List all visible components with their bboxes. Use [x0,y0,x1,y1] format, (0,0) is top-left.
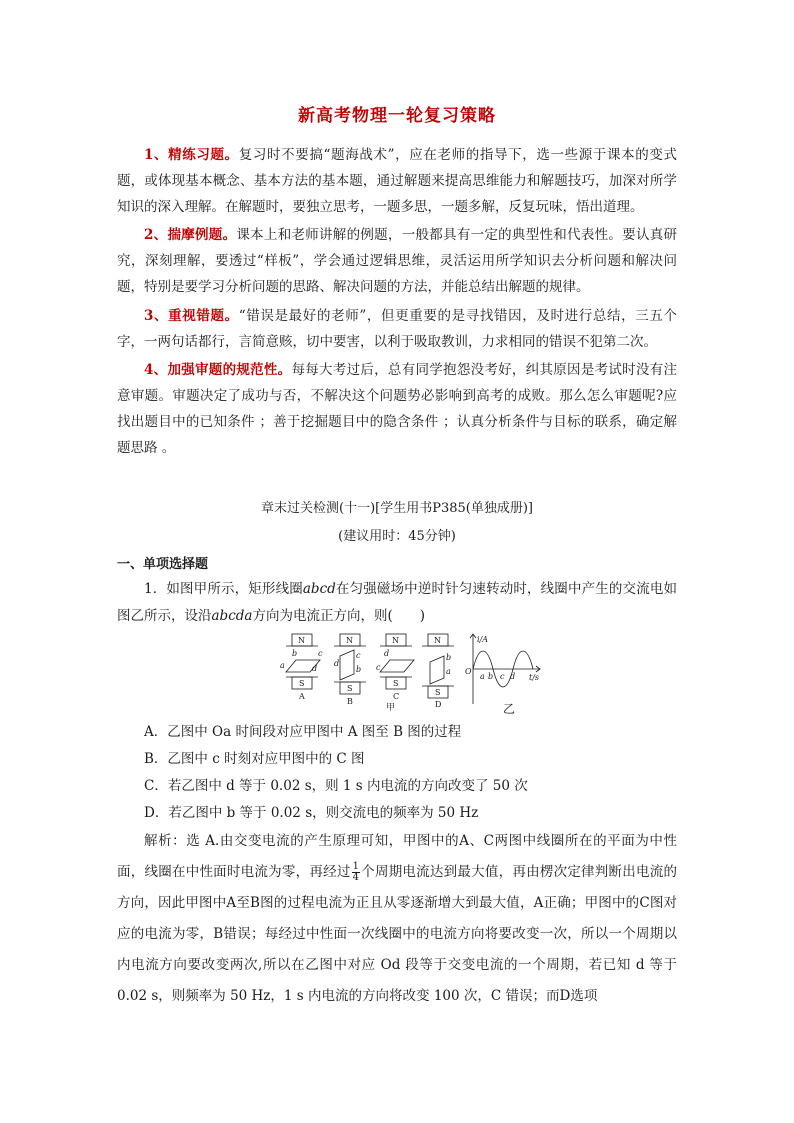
corner-label-a: a [280,661,285,670]
south-label-c: S [393,679,399,688]
corner-label-c: c [356,651,361,660]
corner-label-c: c [318,649,323,658]
corner-label-d: d [384,649,390,658]
option-b: B．乙图中 c 时刻对应甲图中的 C 图 [144,751,365,767]
t-axis-label: t/s [529,673,540,682]
question-text-1: 1．如图甲所示，矩形线圈 [144,581,303,597]
south-label-d: S [435,688,441,697]
corner-label-b: b [356,665,362,674]
north-label-c: N [392,636,399,645]
time-label-c: c [500,672,505,681]
strategy-paragraph-2 [117,222,677,300]
section-heading: 一、单项选择题 [117,557,209,572]
panel-label-d: D [435,700,442,709]
figure-label-jia: 甲 [386,703,396,712]
figure-panel-b [334,634,366,706]
coil-d [430,656,444,684]
strategy-heading: 1、精练习题。 [144,147,239,163]
time-label-a: a [480,672,485,681]
south-label-a: S [299,679,305,688]
question-var-abcda: abcda [211,608,253,624]
south-label-b: S [347,684,353,693]
strategy-heading: 2、揣摩例题。 [144,227,237,243]
corner-label-d: d [334,659,340,668]
coil-b [340,650,354,680]
strategy-paragraph-1 [117,142,677,220]
panel-label-b: B [347,697,353,706]
origin-label: O [465,667,472,676]
corner-label-b: b [446,653,452,662]
figure-graph-yi [465,634,540,704]
strategy-heading: 3、重视错题。 [144,308,239,324]
figure-panel-a [280,634,323,701]
corner-label-b: b [292,649,298,658]
question-stem [117,576,677,630]
analysis-paragraph [117,826,677,1012]
figure-panel-d [422,634,454,709]
strategy-text: “错误是最好的老师”，但更重要的是寻找错因，及时进行总结，三五个字，一两句话都行，言简意赅，切中要害，以利于吸取教训，力求相同的错误不犯第二次。 [117,308,677,350]
corner-label-c: c [376,663,381,672]
coil-c [380,660,414,672]
time-label-b: b [488,672,494,681]
north-label-a: N [298,636,305,645]
question-text-3: 方向为电流正方向，则( ) [252,608,425,624]
figure-label-yi: 乙 [503,702,516,716]
option-a: A．乙图中 Oa 时间段对应甲图中 A 图至 B 图的过程 [144,724,462,740]
analysis-text-2: 个周期电流达到最大值，再由楞次定律判断出电流的方向，因此甲图中A至B图的过程电流为正且从零逐渐增大到最大值，A正确；甲图中的C图对应的电流为零，B错误；每经过中性面一次线圈中的电流方向将要改变一次，所以一个周期以内电流方向要改变两次,所以在乙图中对应 Od 段等于交变电流的一个周期，若已知 d 等于 0.02 s，则频率为 50 Hz，1 s 内电流的方向将改变 100 次，C 错误；而D选项 [117,864,678,1004]
strategy-text: 每每大考过后，总有同学抱怨没考好，纠其原因是考试时没有注意审题。审题决定了成功与否，不解决这个问题势必影响到高考的成败。那么怎么审题呢?应找出题目中的已知条件 ；善于挖掘题目中的隐含条件 ；认真分析条件与目标的联系，确定解题思路 。 [117,362,677,456]
north-label-b: N [346,636,353,645]
strategy-paragraph-4 [117,357,677,461]
analysis-text-1: 解析：选 A.由交变电流的产生原理可知，甲图中的A、C两图中线圈所在的平面为中性面，线圈在中性面时电流为零，再经过 [117,833,677,880]
question-var-abcd: abcd [302,581,336,597]
strategy-heading: 4、加强审题的规范性。 [144,362,292,378]
option-d: D．若乙图中 b 等于 0.02 s，则交流电的频率为 50 Hz [144,805,479,821]
page-title: 新高考物理一轮复习策略 [298,106,496,126]
time-label-d: d [510,672,516,681]
chapter-heading: 章末过关检测(十一)[学生用书P385(单独成册)] [261,501,533,516]
strategy-text: 复习时不要搞“题海战术”，应在老师的指导下，选一些源于课本的变式题，或体现基本概念、基本方法的基本题，通过解题来提高思维能力和解题技巧，加深对所学知识的深入理解。在解题时，要独立思考，一题多思，一题多解，反复玩味，悟出道理。 [117,147,677,215]
strategy-paragraph-3 [117,303,677,355]
figure-panel-c [376,634,414,701]
fraction-denominator: 4 [352,872,359,883]
fraction-numerator: 1 [352,861,359,872]
strategy-text: 课本上和老师讲解的例题，一般都具有一定的典型性和代表性。要认真研究，深刻理解，要透过“样板”，学会通过逻辑思维，灵活运用所学知识去分析问题和解决问题，特别是要学习分析问题的思路、解决问题的方法，并能总结出解题的规律。 [117,227,678,295]
question-text-2: 在匀强磁场中逆时针匀速转动时，线圈中产生的交流电如图乙所示，设沿 [117,581,677,624]
corner-label-a: a [446,667,451,676]
panel-label-c: C [393,692,400,701]
panel-label-a: A [299,692,305,701]
corner-label-d: d [312,664,318,673]
option-c: C．若乙图中 d 等于 0.02 s，则 1 s 内电流的方向改变了 50 次 [144,778,528,794]
fraction-one-quarter [352,862,360,883]
suggested-time: (建议用时：45分钟) [338,529,456,544]
north-label-d: N [434,636,441,645]
i-axis-label: i/A [477,635,489,644]
